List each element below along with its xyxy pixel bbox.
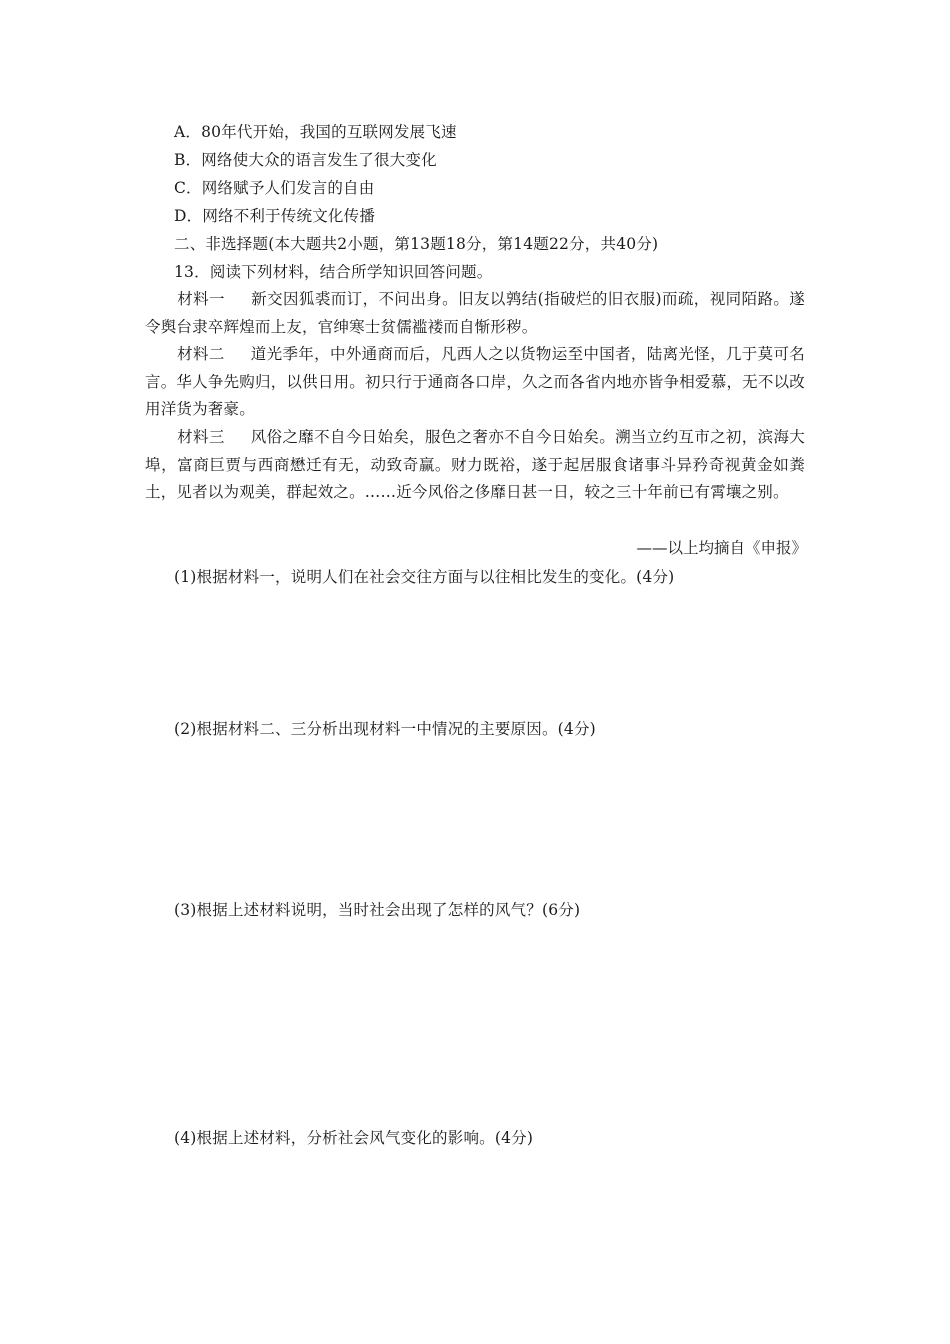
option-b: B．网络使大众的语言发生了很大变化 (174, 151, 437, 169)
material-3-text: 风俗之靡不自今日始矣，服色之奢亦不自今日始矣。溯当立约互市之初，滨海大埠，富商巨贾与西商懋迁有无，动致奇赢。财力既裕，遂于起居服食诸事斗异矜奇视黄金如粪土，见者以为观美，群起效之。……近今风俗之侈靡日甚一日，较之三十年前已有霄壤之别。 (145, 428, 805, 501)
material-1-label: 材料一 (177, 290, 225, 308)
material-2-label: 材料二 (177, 345, 225, 363)
question-13-stem: 13．阅读下列材料，结合所学知识回答问题。 (174, 263, 493, 281)
material-source: ——以上均摘自《申报》 (636, 539, 807, 557)
material-1 (145, 286, 805, 341)
sub-question-1: (1)根据材料一，说明人们在社会交往方面与以往相比发生的变化。(4分) (174, 568, 675, 586)
answer-space-1[interactable] (145, 595, 805, 715)
sub-question-2: (2)根据材料二、三分析出现材料一中情况的主要原因。(4分) (174, 720, 596, 738)
material-2 (145, 341, 805, 424)
section-title: 二、非选择题(本大题共2小题，第13题18分，第14题22分，共40分) (174, 235, 659, 253)
sub-question-3: (3)根据上述材料说明，当时社会出现了怎样的风气？(6分) (174, 901, 581, 919)
option-d: D．网络不利于传统文化传播 (174, 207, 376, 225)
option-a: A．80年代开始，我国的互联网发展飞速 (174, 123, 457, 141)
answer-space-2[interactable] (145, 747, 805, 897)
material-3-label: 材料三 (177, 428, 225, 446)
option-c: C．网络赋予人们发言的自由 (174, 179, 375, 197)
answer-space-4[interactable] (145, 1156, 805, 1306)
material-2-text: 道光季年，中外通商而后，凡西人之以货物运至中国者，陆离光怪，几于莫可名言。华人争先购归，以供日用。初只行于通商各口岸，久之而各省内地亦皆争相爱慕，无不以改用洋货为奢豪。 (145, 345, 805, 418)
sub-question-4: (4)根据上述材料，分析社会风气变化的影响。(4分) (174, 1129, 534, 1147)
material-3 (145, 424, 805, 507)
answer-space-3[interactable] (145, 928, 805, 1123)
material-1-text: 新交因狐裘而订，不问出身。旧友以鹑结(指破烂的旧衣服)而疏，视同陌路。遂令舆台隶卒辉煌而上友，官绅寒士贫儒褴褛而自惭形秽。 (145, 290, 805, 336)
